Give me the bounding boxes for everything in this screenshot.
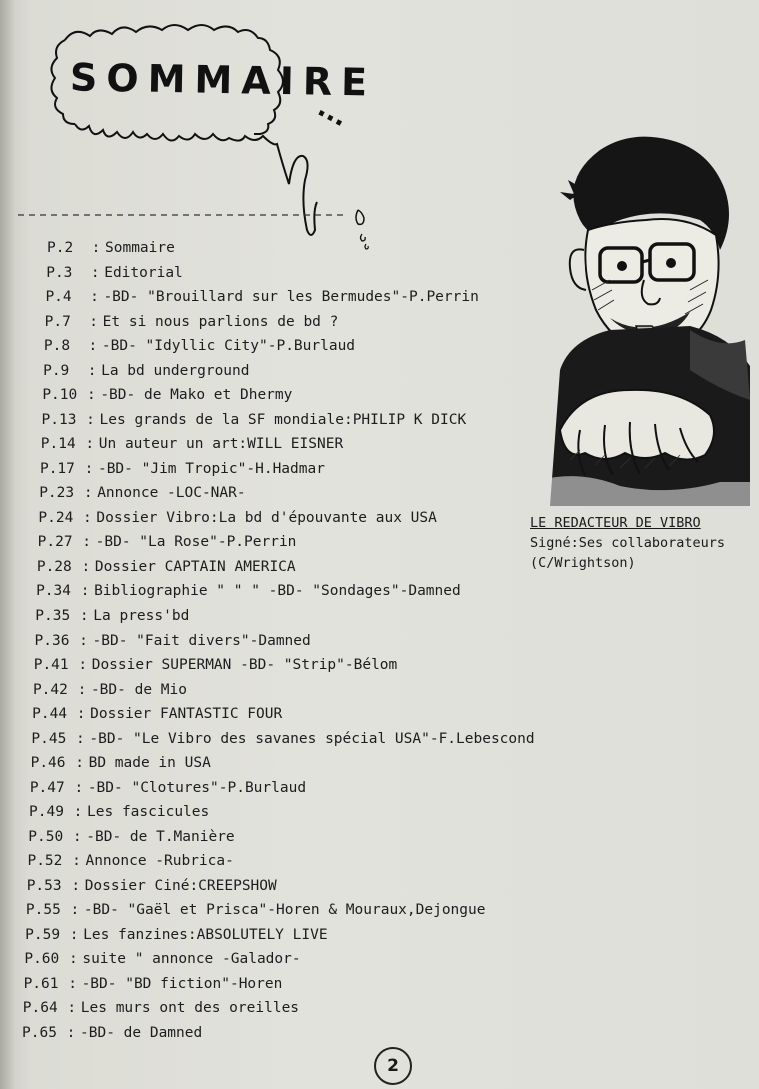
- caption-artist-line: (C/Wrightson): [530, 555, 636, 571]
- toc-separator: :: [71, 877, 81, 894]
- title-ellipsis: ...: [312, 92, 353, 134]
- toc-entry-title: Un auteur un art:WILL EISNER: [98, 436, 344, 453]
- editor-caricature-illustration: [540, 130, 750, 510]
- toc-separator: :: [86, 411, 95, 428]
- toc-separator: :: [77, 681, 87, 698]
- toc-separator: :: [83, 485, 93, 502]
- toc-page-ref: P.53: [26, 877, 62, 894]
- toc-separator: :: [70, 902, 80, 919]
- toc-separator: :: [74, 779, 84, 796]
- toc-entry-title: La bd underground: [101, 362, 250, 379]
- toc-entry-title: Dossier Ciné:CREEPSHOW: [84, 877, 277, 894]
- toc-entry: [39, 485, 245, 501]
- toc-separator: :: [66, 1025, 76, 1041]
- toc-entry-title: Dossier FANTASTIC FOUR: [90, 706, 283, 723]
- toc-entry-title: -BD- de Mio: [90, 681, 187, 698]
- toc-entry: [37, 559, 296, 575]
- toc-separator: :: [85, 436, 95, 453]
- toc-page-ref: P.10: [42, 387, 78, 404]
- toc-page-ref: P.8: [43, 338, 71, 355]
- toc-separator: :: [69, 926, 79, 943]
- toc-separator: :: [88, 338, 98, 355]
- toc-separator: :: [68, 951, 78, 968]
- toc-separator: :: [82, 534, 91, 551]
- toc-separator: :: [75, 755, 84, 772]
- toc-entry-title: -BD- "Jim Tropic"-H.Hadmar: [97, 460, 325, 477]
- toc-entry: [44, 338, 355, 354]
- toc-entry: [28, 829, 234, 845]
- toc-page-ref: P.14: [40, 436, 76, 453]
- toc-entry-title: -BD- "Fait divers"-Damned: [92, 632, 311, 649]
- toc-page-ref: P.46: [30, 755, 66, 772]
- toc-separator: :: [72, 828, 82, 845]
- toc-page-ref: P.50: [28, 828, 64, 845]
- toc-separator: :: [86, 387, 96, 404]
- toc-page-ref: P.60: [24, 951, 60, 968]
- toc-page-ref: P.49: [29, 804, 64, 821]
- toc-entry-title: Dossier SUPERMAN -BD- "Strip"-Bélom: [91, 657, 398, 674]
- toc-entry-title: -BD- de T.Manière: [86, 828, 235, 845]
- toc-entry-title: -BD- de Mako et Dhermy: [100, 387, 293, 404]
- illustration-caption: [530, 513, 725, 573]
- toc-entry-title: -BD- "La Rose"-P.Perrin: [95, 534, 297, 551]
- toc-page-ref: P.28: [36, 558, 72, 575]
- toc-entry-title: Et si nous parlions de bd ?: [102, 313, 339, 330]
- toc-page-ref: P.59: [25, 926, 61, 943]
- toc-entry-title: Les fascicules: [87, 804, 210, 821]
- toc-entry: [42, 387, 292, 403]
- toc-entry: [25, 927, 327, 943]
- toc-separator: :: [81, 558, 91, 575]
- page-number-badge: 2: [374, 1047, 412, 1085]
- toc-entry: [40, 461, 325, 477]
- toc-page-ref: P.65: [22, 1025, 57, 1041]
- toc-page-ref: P.61: [23, 975, 59, 992]
- toc-separator: :: [72, 853, 81, 870]
- toc-entry-title: -BD- "Clotures"-P.Burlaud: [87, 779, 307, 796]
- toc-entry: [31, 731, 534, 747]
- toc-page-ref: P.23: [39, 485, 75, 502]
- toc-page-ref: P.35: [35, 607, 71, 624]
- toc-entry-title: BD made in USA: [88, 755, 211, 772]
- toc-page-ref: P.3: [46, 264, 73, 281]
- toc-page-ref: P.17: [39, 460, 75, 477]
- toc-entry-title: -BD- "Le Vibro des savanes spécial USA"-F.Lebescond: [89, 730, 535, 747]
- toc-page-ref: P.42: [32, 681, 68, 698]
- toc-entry-title: -BD- "Brouillard sur les Bermudes"-P.Perrin: [103, 289, 479, 306]
- toc-entry: [22, 1025, 202, 1041]
- toc-entry-title: -BD- "BD fiction"-Horen: [81, 975, 283, 992]
- caption-credit-line: Signé:Ses collaborateurs: [530, 535, 726, 551]
- toc-entry-title: Annonce -LOC-NAR-: [97, 485, 246, 502]
- toc-separator: :: [78, 657, 88, 674]
- toc-entry-title: -BD- "Gaël et Prisca"-Horen & Mouraux,Dejongue: [83, 902, 486, 919]
- toc-separator: :: [67, 1000, 77, 1017]
- toc-page-ref: P.41: [33, 657, 69, 674]
- toc-entry: [36, 583, 461, 599]
- toc-separator: :: [79, 632, 88, 649]
- toc-entry: [30, 780, 306, 796]
- toc-separator: :: [79, 607, 89, 624]
- toc-separator: :: [84, 460, 94, 477]
- toc-entry: [43, 363, 249, 379]
- toc-entry: [38, 510, 436, 526]
- toc-separator: :: [76, 730, 85, 747]
- toc-page-ref: P.36: [34, 632, 70, 649]
- toc-entry: [23, 1000, 299, 1016]
- toc-page-ref: P.45: [31, 730, 67, 747]
- toc-page-ref: P.13: [41, 411, 77, 428]
- toc-entry-title: Editorial: [104, 264, 183, 281]
- toc-page-ref: P.2: [47, 240, 74, 256]
- toc-entry-title: Les murs ont des oreilles: [80, 1000, 300, 1017]
- toc-page-ref: P.7: [44, 313, 71, 330]
- toc-separator: :: [83, 509, 92, 526]
- toc-separator: :: [87, 362, 97, 379]
- toc-separator: :: [90, 289, 99, 306]
- toc-entry-title: Bibliographie " " " -BD- "Sondages"-Damned: [94, 583, 461, 600]
- toc-entry: [35, 633, 311, 649]
- toc-page-ref: P.64: [22, 1000, 58, 1017]
- toc-page-ref: P.34: [36, 583, 71, 600]
- toc-entry-title: Dossier Vibro:La bd d'épouvante aux USA: [96, 509, 437, 526]
- toc-entry-title: -BD- "Idyllic City"-P.Burlaud: [101, 338, 356, 355]
- toc-entry: [45, 314, 339, 330]
- toc-separator: :: [73, 804, 83, 821]
- toc-separator: :: [90, 264, 100, 281]
- toc-entry: [42, 412, 467, 428]
- toc-entry: [24, 976, 283, 992]
- caption-title: LE REDACTEUR DE VIBRO: [530, 515, 701, 531]
- toc-separator: :: [89, 313, 99, 330]
- toc-page-ref: P.52: [27, 853, 63, 870]
- toc-entry: [24, 951, 300, 967]
- toc-entry: [41, 436, 343, 452]
- toc-entry-title: suite " annonce -Galador-: [82, 951, 301, 968]
- toc-entry: [35, 608, 189, 624]
- toc-entry: [27, 878, 277, 894]
- toc-separator: :: [68, 975, 77, 992]
- page-title: SOMMAIRE: [69, 55, 377, 105]
- toc-page-ref: P.4: [45, 289, 72, 306]
- toc-entry: [31, 755, 211, 771]
- toc-entry-title: Les grands de la SF mondiale:PHILIP K DICK: [99, 411, 467, 428]
- toc-entry-title: La press'bd: [93, 607, 190, 624]
- toc-entry: [34, 657, 398, 673]
- toc-separator: :: [91, 240, 101, 256]
- toc-page-ref: P.55: [25, 902, 61, 919]
- toc-page-ref: P.24: [38, 509, 74, 526]
- toc-page-ref: P.9: [43, 362, 70, 379]
- toc-entry-title: Dossier CAPTAIN AMERICA: [94, 558, 296, 575]
- toc-page-ref: P.27: [37, 534, 73, 551]
- toc-entry: [46, 265, 183, 281]
- toc-page-ref: P.44: [32, 706, 68, 723]
- toc-entry-title: Annonce -Rubrica-: [85, 853, 234, 870]
- toc-separator: :: [76, 706, 86, 723]
- toc-page-ref: P.47: [29, 779, 65, 796]
- toc-entry: [47, 240, 175, 256]
- toc-entry: [45, 289, 478, 305]
- toc-separator: :: [80, 583, 90, 600]
- toc-entry-title: -BD- de Damned: [80, 1025, 203, 1041]
- toc-entry: [38, 534, 297, 550]
- toc-entry: [32, 706, 282, 722]
- toc-entry: [29, 804, 209, 820]
- toc-entry: [27, 853, 233, 869]
- toc-entry: [26, 902, 486, 918]
- toc-entry-title: Sommaire: [105, 240, 175, 256]
- toc-entry-title: Les fanzines:ABSOLUTELY LIVE: [83, 926, 328, 943]
- toc-entry: [33, 682, 187, 698]
